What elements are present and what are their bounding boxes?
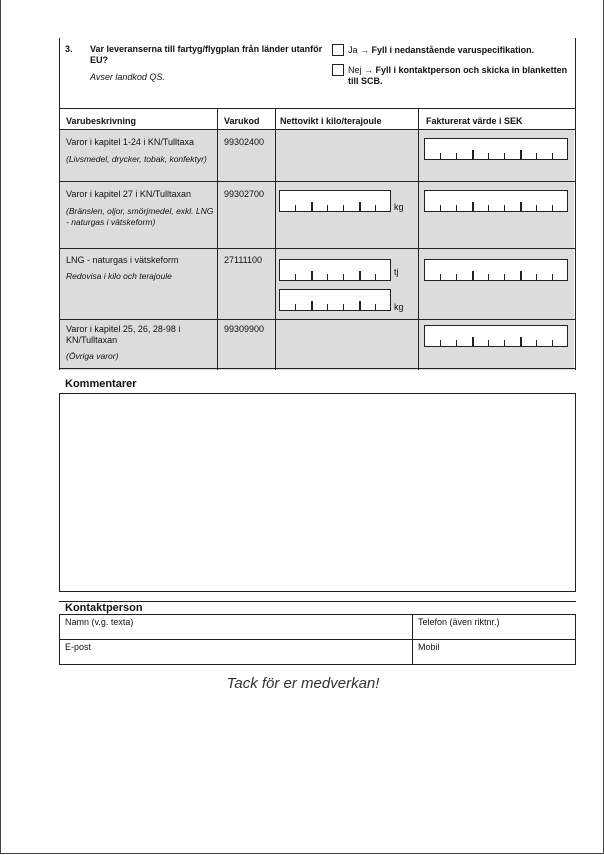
- thank-you-text: Tack för er medverkan!: [226, 675, 380, 692]
- phone-label: Telefon (även riktnr.): [418, 617, 500, 627]
- value-input[interactable]: [424, 138, 568, 160]
- weight-input[interactable]: [279, 190, 391, 212]
- no-checkbox[interactable]: [332, 64, 344, 76]
- row-description: Varor i kapitel 1-24 i KN/Tulltaxa: [66, 137, 195, 147]
- yes-option-label: Ja → Fyll i nedanstående varuspecifikation.: [348, 45, 535, 55]
- terajoule-input[interactable]: [279, 259, 391, 281]
- row-subtext: Redovisa i kilo och terajoule: [66, 271, 172, 281]
- weight-input[interactable]: [279, 289, 391, 311]
- col-header-value: Fakturerat värde i SEK: [426, 116, 523, 126]
- value-input[interactable]: [424, 259, 568, 281]
- unit-label: kg: [394, 302, 404, 312]
- row-subtext: (Övriga varor): [66, 351, 119, 361]
- goods-table: [59, 108, 576, 370]
- yes-checkbox[interactable]: [332, 44, 344, 56]
- question-note: Avser landkod QS.: [90, 72, 165, 82]
- email-field[interactable]: [60, 640, 412, 664]
- col-header-description: Varubeskrivning: [66, 116, 137, 126]
- no-option-label: Nej → Fyll i kontaktperson och skicka in blanketten till SCB.: [348, 65, 568, 86]
- email-label: E-post: [65, 642, 92, 652]
- col-header-weight: Nettovikt i kilo/terajoule: [280, 116, 382, 126]
- arrow-icon: →: [364, 65, 374, 75]
- unit-label: tj: [394, 267, 399, 277]
- comments-textarea[interactable]: [59, 393, 576, 592]
- value-input[interactable]: [424, 190, 568, 212]
- name-field[interactable]: [60, 615, 412, 639]
- mobile-field[interactable]: [413, 640, 575, 664]
- row-description: Varor i kapitel 25, 26, 28-98 i KN/Tulltaxan: [66, 324, 181, 345]
- row-subtext: (Livsmedel, drycker, tobak, konfektyr): [66, 154, 207, 164]
- row-code: 27111100: [224, 255, 263, 265]
- mobile-label: Mobil: [418, 642, 440, 652]
- row-code: 99309900: [224, 324, 265, 334]
- comments-title: Kommentarer: [65, 378, 137, 390]
- row-subtext: (Bränslen, oljor, smörjmedel, exkl. LNG - naturgas i vätskeform): [66, 206, 214, 227]
- contact-title: Kontaktperson: [65, 602, 143, 614]
- row-description: Varor i kapitel 27 i KN/Tulltaxan: [66, 189, 192, 199]
- phone-field[interactable]: [413, 615, 575, 639]
- name-label: Namn (v.g. texta): [65, 617, 134, 627]
- value-input[interactable]: [424, 325, 568, 347]
- col-header-code: Varukod: [224, 116, 260, 126]
- row-description: LNG - naturgas i vätskeform: [66, 255, 179, 265]
- row-code: 99302700: [224, 189, 265, 199]
- contact-table: [59, 614, 576, 665]
- unit-label: kg: [394, 202, 404, 212]
- arrow-icon: →: [360, 45, 370, 55]
- row-code: 99302400: [224, 137, 265, 147]
- question-number: 3.: [65, 44, 73, 54]
- question-section: [59, 38, 576, 108]
- question-text: Var leveranserna till fartyg/flygplan från länder utanför EU?: [90, 44, 323, 65]
